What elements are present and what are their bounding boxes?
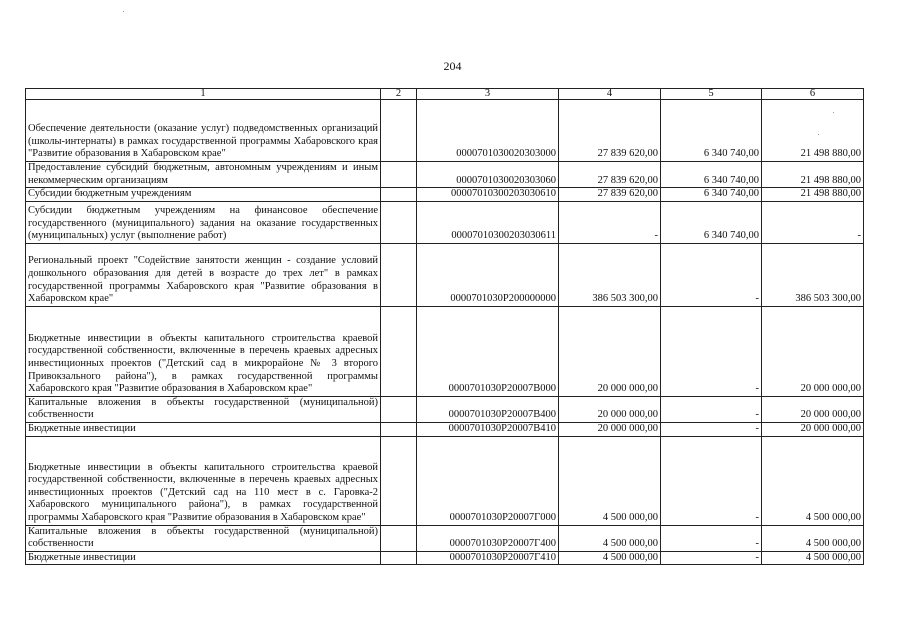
cell-col2 — [381, 436, 417, 525]
table-row — [26, 306, 864, 396]
cell-col2 — [381, 525, 417, 551]
cell-amount-total: 4 500 000,00 — [559, 436, 661, 525]
cell-col2 — [381, 396, 417, 422]
cell-amount-total: 27 839 620,00 — [559, 188, 661, 202]
cell-amount-total: - — [559, 201, 661, 243]
scan-speck — [833, 112, 834, 113]
column-header: 6 — [762, 89, 864, 100]
cell-amount-col6: 4 500 000,00 — [762, 436, 864, 525]
cell-amount-col6: 4 500 000,00 — [762, 525, 864, 551]
table-row — [26, 188, 864, 202]
cell-code: 0000701030P20007Г400 — [417, 525, 559, 551]
table-row — [26, 551, 864, 565]
cell-col2 — [381, 306, 417, 396]
cell-amount-col5: - — [661, 525, 762, 551]
cell-name: Региональный проект "Содействие занятости женщин - создание условий дошкольного образования для детей в возрасте до трех лет" в рамках государственной программы Хабаровского края "Развитие образования в Хабаровском крае" — [26, 243, 381, 306]
cell-col2 — [381, 100, 417, 162]
table-row — [26, 436, 864, 525]
cell-amount-col6: 21 498 880,00 — [762, 100, 864, 162]
cell-amount-total: 27 839 620,00 — [559, 100, 661, 162]
cell-code: 00007010300203030610 — [417, 188, 559, 202]
cell-name: Бюджетные инвестиции в объекты капитального строительства краевой государственной собственности, включенные в перечень краевых адресных инвестиционных проектов ("Детский сад в микрорайоне № 3 второго Привокзального района"), в рамках государственной программы Хабаровского края "Развитие образования в Хабаровском крае" — [26, 306, 381, 396]
cell-col2 — [381, 243, 417, 306]
cell-code: 0000701030P20007Г410 — [417, 551, 559, 565]
cell-amount-col6: - — [762, 201, 864, 243]
budget-table — [25, 88, 864, 565]
cell-code: 0000701030P200000000 — [417, 243, 559, 306]
table-row — [26, 162, 864, 188]
column-header: 2 — [381, 89, 417, 100]
scan-speck — [818, 134, 819, 135]
table-row — [26, 396, 864, 422]
cell-amount-col6: 20 000 000,00 — [762, 422, 864, 436]
cell-name: Предоставление субсидий бюджетным, автономным учреждениям и иным некоммерческим организациям — [26, 162, 381, 188]
cell-amount-col5: - — [661, 422, 762, 436]
cell-amount-total: 4 500 000,00 — [559, 525, 661, 551]
cell-name: Субсидии бюджетным учреждениям на финансовое обеспечение государственного (муниципального) задания на оказание государственных (муниципальных) услуг (выполнение работ) — [26, 201, 381, 243]
cell-amount-col5: 6 340 740,00 — [661, 162, 762, 188]
cell-amount-col5: - — [661, 306, 762, 396]
cell-name: Обеспечение деятельности (оказание услуг) подведомственных организаций (школы-интернаты) в рамках государственной программы Хабаровского края "Развитие образования в Хабаровском крае" — [26, 100, 381, 162]
cell-code: 0000701030P20007Г000 — [417, 436, 559, 525]
cell-amount-total: 386 503 300,00 — [559, 243, 661, 306]
cell-amount-total: 20 000 000,00 — [559, 306, 661, 396]
cell-amount-total: 4 500 000,00 — [559, 551, 661, 565]
cell-amount-col5: 6 340 740,00 — [661, 188, 762, 202]
cell-amount-col5: - — [661, 436, 762, 525]
cell-amount-col6: 20 000 000,00 — [762, 306, 864, 396]
cell-name: Бюджетные инвестиции в объекты капитального строительства краевой государственной собственности, включенные в перечень краевых адресных инвестиционных проектов ("Детский сад на 110 мест в с. Гаровка-2 Хабаровского муниципального района"), в рамках государственной программы Хабаровского края "Развитие образования в Хабаровском крае" — [26, 436, 381, 525]
column-header: 4 — [559, 89, 661, 100]
cell-name: Капитальные вложения в объекты государственной (муниципальной) собственности — [26, 525, 381, 551]
scan-speck — [123, 11, 124, 12]
cell-col2 — [381, 162, 417, 188]
cell-name: Субсидии бюджетным учреждениям — [26, 188, 381, 202]
cell-amount-col5: - — [661, 551, 762, 565]
cell-code: 0000701030P20007B410 — [417, 422, 559, 436]
cell-amount-col6: 386 503 300,00 — [762, 243, 864, 306]
column-header: 3 — [417, 89, 559, 100]
table-row — [26, 201, 864, 243]
cell-amount-col6: 21 498 880,00 — [762, 162, 864, 188]
cell-name: Бюджетные инвестиции — [26, 551, 381, 565]
header-row — [26, 89, 864, 100]
column-header: 5 — [661, 89, 762, 100]
cell-amount-col5: 6 340 740,00 — [661, 100, 762, 162]
cell-name: Бюджетные инвестиции — [26, 422, 381, 436]
cell-col2 — [381, 201, 417, 243]
table-row — [26, 525, 864, 551]
column-header: 1 — [26, 89, 381, 100]
cell-code: 0000701030P20007B000 — [417, 306, 559, 396]
cell-amount-col5: - — [661, 243, 762, 306]
cell-name: Капитальные вложения в объекты государственной (муниципальной) собственности — [26, 396, 381, 422]
cell-col2 — [381, 551, 417, 565]
cell-code: 0000701030P20007B400 — [417, 396, 559, 422]
cell-code: 0000701030020303000 — [417, 100, 559, 162]
cell-code: 0000701030020303060 — [417, 162, 559, 188]
cell-amount-col6: 21 498 880,00 — [762, 188, 864, 202]
cell-col2 — [381, 422, 417, 436]
cell-amount-col6: 4 500 000,00 — [762, 551, 864, 565]
cell-amount-total: 20 000 000,00 — [559, 422, 661, 436]
table-row — [26, 243, 864, 306]
cell-code: 00007010300203030611 — [417, 201, 559, 243]
cell-amount-total: 20 000 000,00 — [559, 396, 661, 422]
cell-col2 — [381, 188, 417, 202]
cell-amount-col5: 6 340 740,00 — [661, 201, 762, 243]
cell-amount-col6: 20 000 000,00 — [762, 396, 864, 422]
cell-amount-total: 27 839 620,00 — [559, 162, 661, 188]
table-row — [26, 422, 864, 436]
page-number: 204 — [443, 59, 462, 73]
cell-amount-col5: - — [661, 396, 762, 422]
table-body — [26, 100, 864, 565]
table-row — [26, 100, 864, 162]
